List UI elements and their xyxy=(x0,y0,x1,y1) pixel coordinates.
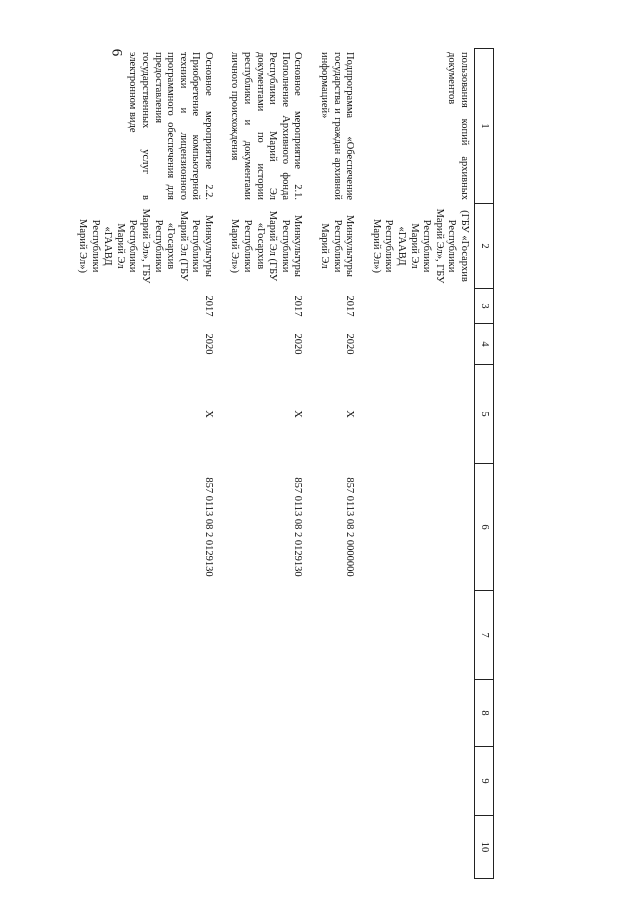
col9-cell xyxy=(65,747,218,816)
col8-cell xyxy=(65,680,218,747)
col9-cell xyxy=(359,747,474,816)
start-year-cell: 2017 xyxy=(202,295,214,317)
column-header: 7 xyxy=(475,591,494,680)
col5-cell: X xyxy=(292,410,304,418)
row-name-cell: Подпрограмма «Обеспечение государства и граждан архивной информацией» xyxy=(319,52,356,200)
rotated-table-sheet xyxy=(76,48,494,853)
col5-cell xyxy=(359,365,474,464)
col7-cell xyxy=(218,591,308,680)
col8-cell xyxy=(218,680,308,747)
executor-cell: Минкультуры Республики Марий Эл (ГБУ «Госархив Республики Марий Эл», ГБУ Республики Марий Эл «ГААВД Республики Марий Эл») xyxy=(76,208,214,284)
column-header: 8 xyxy=(475,680,494,747)
budget-code-cell xyxy=(359,464,474,591)
table-row xyxy=(218,49,308,879)
budget-code-cell: 857 0113 08 2 0129130 xyxy=(292,477,304,577)
table-row xyxy=(65,49,218,879)
executor-cell: Минкультуры Республики Марий Эл (ГБУ «Госархив Республики Марий Эл») xyxy=(229,210,304,282)
budget-code-cell: 857 0113 08 2 0000000 xyxy=(344,477,356,577)
program-table xyxy=(65,48,494,879)
row-name-cell: Основное мероприятие 2.2. Приобретение компьютерной техники и лицензионного программного обеспечения для предоставления государственных услуг в электронном виде xyxy=(127,52,214,200)
col7-cell xyxy=(65,591,218,680)
column-header: 3 xyxy=(475,289,494,324)
end-year-cell: 2020 xyxy=(344,333,356,355)
end-year-cell: 2020 xyxy=(292,333,304,355)
col9-cell xyxy=(307,747,359,816)
page-number: 6 xyxy=(108,48,125,57)
col8-cell xyxy=(307,680,359,747)
start-year-cell: 2017 xyxy=(292,295,304,317)
start-year-cell: 2017 xyxy=(344,295,356,317)
col7-cell xyxy=(359,591,474,680)
column-header: 6 xyxy=(475,464,494,591)
executor-cell: (ГБУ «Госархив Республики Марий Эл», ГБУ Республики Марий Эл «ГААВД Республики Марий Эл») xyxy=(370,208,470,284)
column-header: 4 xyxy=(475,324,494,365)
row-name-cell: пользования копий архивных документов xyxy=(446,52,470,200)
col7-cell xyxy=(307,591,359,680)
col10-cell xyxy=(65,816,218,879)
column-header: 5 xyxy=(475,365,494,464)
table-row xyxy=(359,49,474,879)
column-header: 2 xyxy=(475,204,494,289)
col10-cell xyxy=(307,816,359,879)
col10-cell xyxy=(218,816,308,879)
col9-cell xyxy=(218,747,308,816)
col10-cell xyxy=(359,816,474,879)
column-header: 9 xyxy=(475,747,494,816)
column-header: 1 xyxy=(475,49,494,204)
end-year-cell xyxy=(359,324,474,365)
col8-cell xyxy=(359,680,474,747)
start-year-cell xyxy=(359,289,474,324)
col5-cell: X xyxy=(344,410,356,418)
column-header: 10 xyxy=(475,816,494,879)
row-name-cell: Основное мероприятие 2.1. Пополнение Архивного фонда Республики Марий Эл документами по истории республики и документами личного происхождения xyxy=(229,52,304,200)
column-number-row xyxy=(475,49,494,879)
executor-cell: Минкультуры Республики Марий Эл xyxy=(319,215,356,277)
col5-cell: X xyxy=(202,410,214,418)
budget-code-cell: 857 0113 08 2 0129130 xyxy=(202,477,214,577)
table-row xyxy=(307,49,359,879)
end-year-cell: 2020 xyxy=(202,333,214,355)
